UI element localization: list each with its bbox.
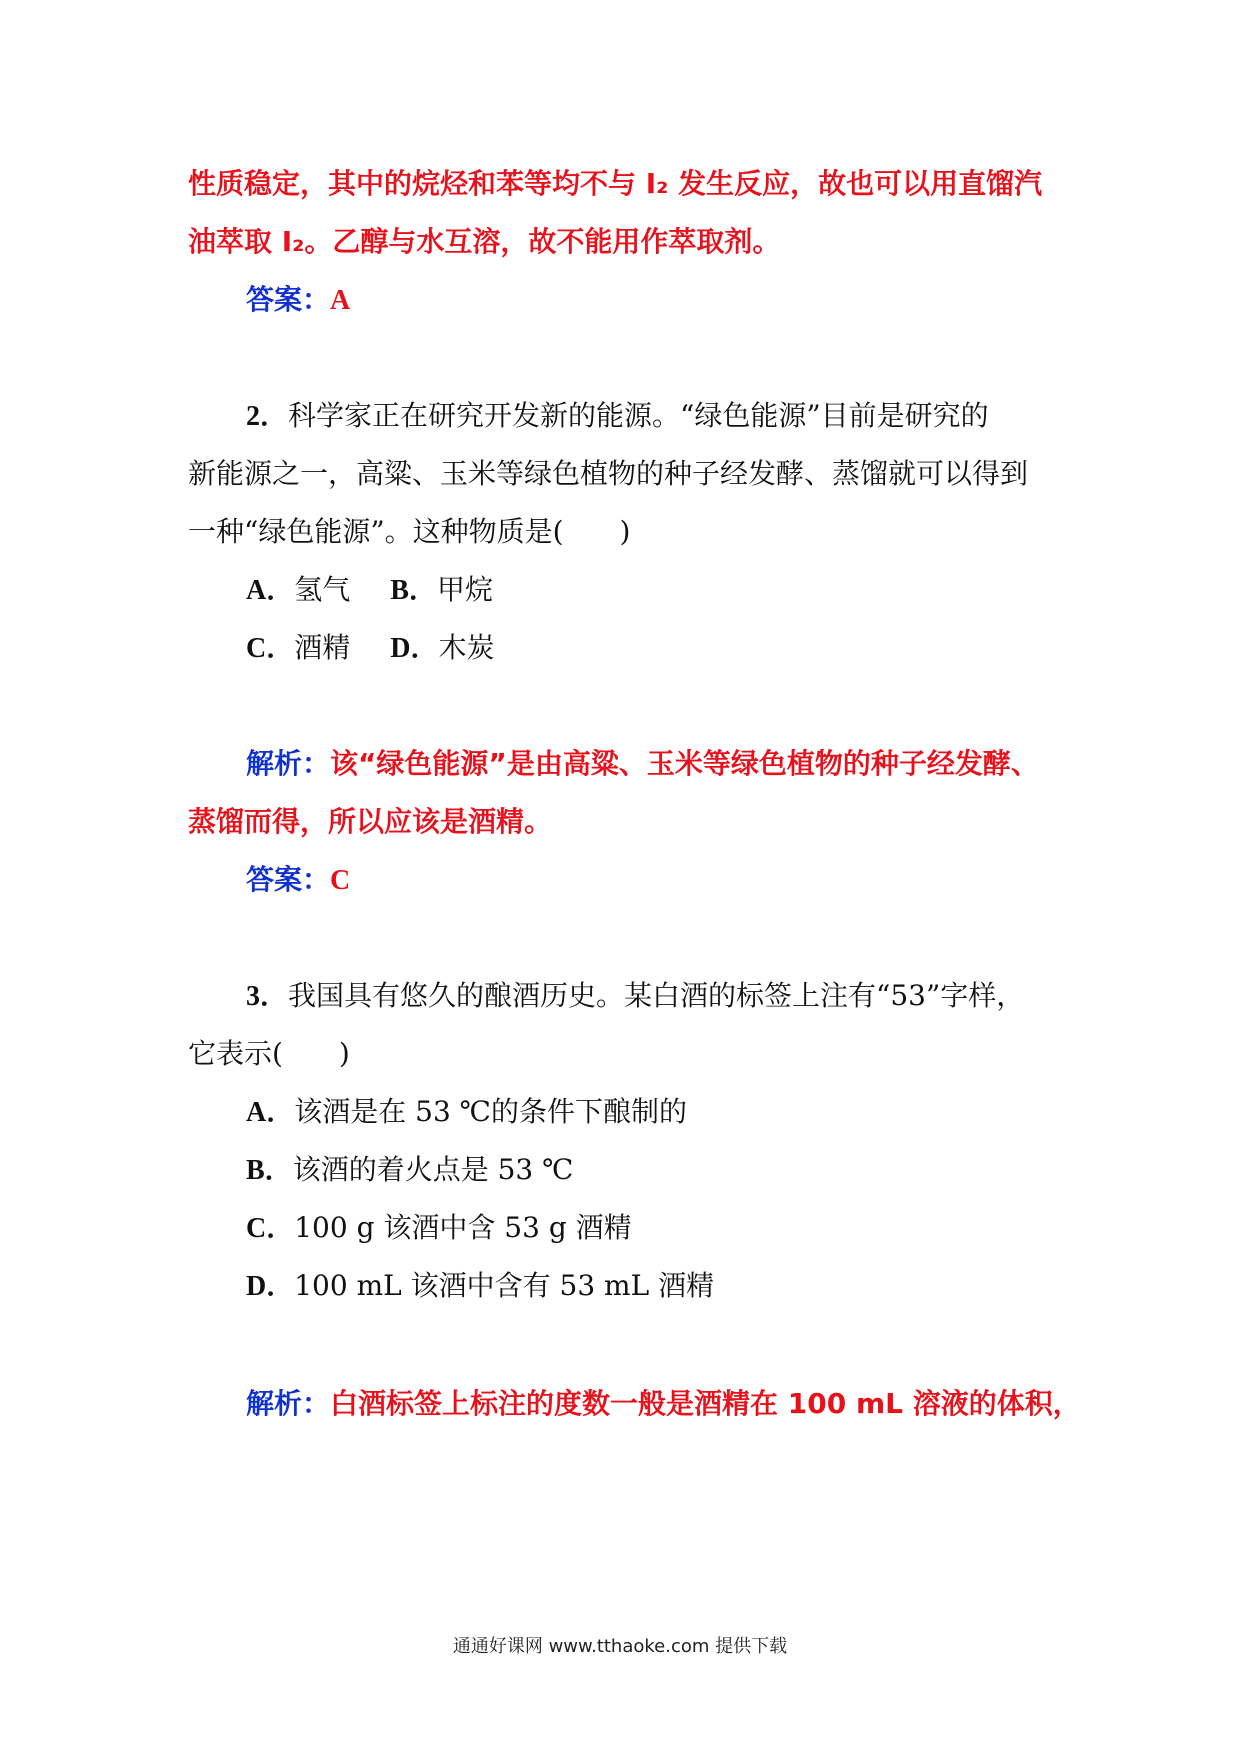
answer-line [246,280,350,321]
option-letter: A． [246,575,295,606]
option-text: 100 g 该酒中含 53 g 酒精 [294,1211,632,1244]
question-text: 我国具有悠久的酿酒历史。某白酒的标签上注有“53”字样， [288,979,1025,1012]
option-letter: B． [246,1155,293,1186]
question-stem-line [246,976,1024,1017]
analysis-text-line: 油萃取 I₂。乙醇与水互溶，故不能用作萃取剂。 [188,225,781,258]
question-stem-line: 它表示( ) [188,1037,350,1070]
analysis-label: 解析： [246,747,331,780]
option-row [246,1150,573,1191]
option-letter: C． [246,1213,295,1244]
question-text: 科学家正在研究开发新的能源。“绿色能源”目前是研究的 [288,399,989,432]
answer-line [246,860,350,901]
analysis-text-line: 蒸馏而得，所以应该是酒精。 [188,805,553,838]
option-letter: C． [246,633,295,664]
option-text: 该酒的着火点是 53 ℃ [292,1153,574,1186]
question-stem-line: 新能源之一，高粱、玉米等绿色植物的种子经发酵、蒸馏就可以得到 [188,457,1029,490]
analysis-text-line: 性质稳定，其中的烷烃和苯等均不与 I₂ 发生反应，故也可以用直馏汽 [188,167,1043,200]
question-number: 3． [246,981,289,1012]
option-row [246,1208,632,1249]
question-number: 2． [246,401,289,432]
option-text: 100 mL 该酒中含有 53 mL 酒精 [294,1269,715,1302]
answer-label: 答案： [246,283,331,316]
option-text: 氢气 [294,573,351,606]
question-stem-line [246,396,989,437]
option-letter: B． [390,575,437,606]
option-letter: D． [390,633,439,664]
answer-value: A [330,285,351,316]
analysis-line [246,1384,1081,1424]
option-text: 甲烷 [436,573,493,606]
analysis-line [246,744,1039,784]
option-row [246,1092,687,1133]
analysis-label: 解析： [246,1387,331,1420]
option-row [246,1266,714,1307]
option-letter: D． [246,1271,295,1302]
options-row [246,628,495,669]
analysis-text: 白酒标签上标注的度数一般是酒精在 100 mL 溶液的体积， [330,1387,1081,1420]
question-stem-line: 一种“绿色能源”。这种物质是( ) [188,515,631,548]
page-footer: 通通好课网 www.tthaoke.com 提供下载 [452,1636,788,1657]
analysis-text: 该“绿色能源”是由高粱、玉米等绿色植物的种子经发酵、 [330,747,1039,780]
option-text: 该酒是在 53 ℃的条件下酿制的 [294,1095,687,1128]
answer-label: 答案： [246,863,331,896]
option-text: 木炭 [438,631,495,664]
answer-value: C [330,865,351,896]
options-row [246,570,493,611]
option-letter: A． [246,1097,295,1128]
option-text: 酒精 [294,631,351,664]
